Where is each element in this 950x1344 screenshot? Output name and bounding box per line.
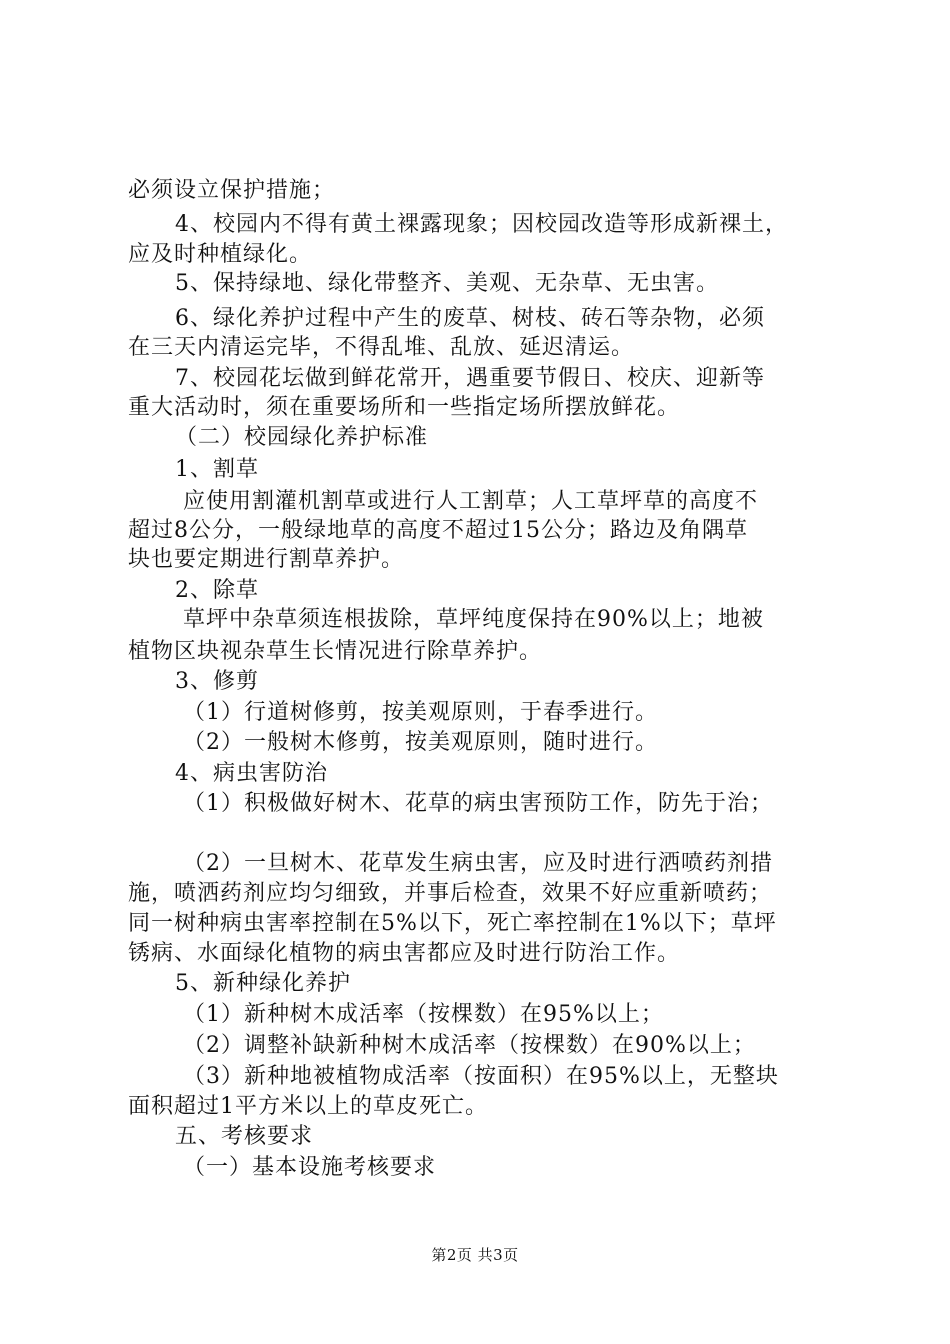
text-line: 草坪中杂草须连根拔除，草坪纯度保持在90%以上；地被 bbox=[183, 607, 764, 632]
subsection-heading: 1、割草 bbox=[175, 457, 259, 482]
text-line: 5、保持绿地、绿化带整齐、美观、无杂草、无虫害。 bbox=[175, 271, 719, 296]
text-line: 超过8公分，一般绿地草的高度不超过15公分；路边及角隅草 bbox=[128, 518, 748, 543]
text-line: 锈病、水面绿化植物的病虫害都应及时进行防治工作。 bbox=[128, 941, 681, 966]
text-line: （2）调整补缺新种树木成活率（按棵数）在90%以上； bbox=[183, 1033, 756, 1058]
text-line: （1）积极做好树木、花草的病虫害预防工作，防先于治； bbox=[183, 791, 773, 816]
text-line: （1）行道树修剪，按美观原则，于春季进行。 bbox=[183, 700, 658, 725]
text-line: （2）一旦树木、花草发生病虫害，应及时进行洒喷药剂措 bbox=[183, 851, 773, 876]
text-line: 4、校园内不得有黄土裸露现象；因校园改造等形成新裸土， bbox=[175, 212, 788, 237]
text-line: 同一树种病虫害率控制在5%以下，死亡率控制在1%以下；草坪 bbox=[128, 911, 777, 936]
text-line: 在三天内清运完毕，不得乱堆、乱放、延迟清运。 bbox=[128, 335, 635, 360]
text-line: 应及时种植绿化。 bbox=[128, 242, 313, 267]
section-heading: （二）校园绿化养护标准 bbox=[175, 425, 429, 450]
subsection-heading: 4、病虫害防治 bbox=[175, 761, 328, 786]
page-number-footer: 第2页 共3页 bbox=[431, 1246, 519, 1264]
section-heading: 五、考核要求 bbox=[175, 1124, 314, 1149]
subsection-heading: 5、新种绿化养护 bbox=[175, 971, 351, 996]
text-line: （2）一般树木修剪，按美观原则，随时进行。 bbox=[183, 730, 658, 755]
text-line: （3）新种地被植物成活率（按面积）在95%以上，无整块 bbox=[183, 1064, 779, 1089]
text-line: 必须设立保护措施； bbox=[128, 178, 336, 203]
text-line: 面积超过1平方米以上的草皮死亡。 bbox=[128, 1094, 488, 1119]
text-line: 施，喷洒药剂应均匀细致，并事后检查，效果不好应重新喷药； bbox=[128, 881, 773, 906]
text-line: （1）新种树木成活率（按棵数）在95%以上； bbox=[183, 1002, 664, 1027]
text-line: 7、校园花坛做到鲜花常开，遇重要节假日、校庆、迎新等 bbox=[175, 366, 765, 391]
text-line: 应使用割灌机割草或进行人工割草；人工草坪草的高度不 bbox=[183, 489, 759, 514]
text-line: 植物区块视杂草生长情况进行除草养护。 bbox=[128, 639, 543, 664]
subsection-heading: 2、除草 bbox=[175, 578, 259, 603]
subsection-heading: 3、修剪 bbox=[175, 669, 259, 694]
section-heading: （一）基本设施考核要求 bbox=[183, 1155, 437, 1180]
text-line: 块也要定期进行割草养护。 bbox=[128, 547, 405, 572]
text-line: 6、绿化养护过程中产生的废草、树枝、砖石等杂物，必须 bbox=[175, 306, 765, 331]
text-line: 重大活动时，须在重要场所和一些指定场所摆放鲜花。 bbox=[128, 395, 681, 420]
